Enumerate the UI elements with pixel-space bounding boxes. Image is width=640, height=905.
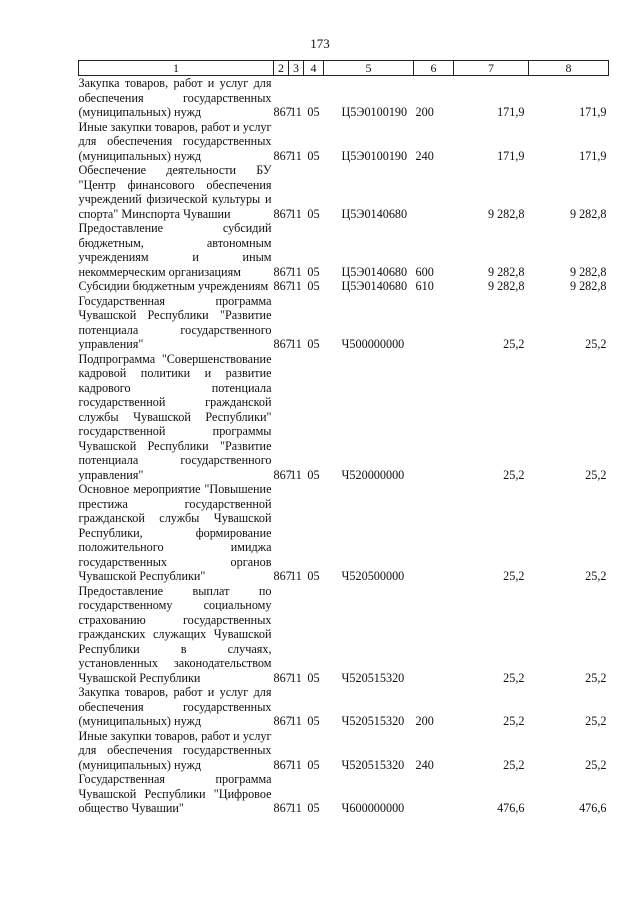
amount-year-1: 25,2 [503, 337, 525, 351]
column-number-row [79, 61, 609, 76]
table-row [79, 120, 609, 164]
code-subsection: 05 [307, 279, 320, 293]
code-expense-type [414, 772, 454, 816]
item-name: Предоставление субсидий бюджетным, автономным учреждениям и иным некоммерческим организациям [78, 221, 272, 279]
table-row [79, 279, 609, 294]
table-row [79, 584, 609, 686]
code-subsection: 05 [307, 801, 320, 815]
code-expense-type [414, 482, 454, 584]
code-ministry: 867 [273, 714, 292, 728]
code-subsection: 05 [307, 148, 320, 163]
code-expense-type: 240 [415, 148, 434, 163]
code-target-article: Ч520515320 [341, 670, 405, 685]
item-name: Обеспечение деятельности БУ "Центр финансового обеспечения учреждений физической культуры и спорта" Минспорта Чувашии [78, 163, 272, 221]
table-row [79, 221, 609, 279]
code-expense-type: 200 [415, 105, 434, 119]
code-ministry: 867 [273, 105, 292, 119]
amount-year-2: 171,9 [579, 105, 607, 119]
amount-year-1: 25,2 [503, 670, 525, 685]
code-section: 11 [290, 569, 302, 583]
column-header-7: 7 [454, 61, 529, 76]
table-row [79, 772, 609, 816]
amount-year-1: 171,9 [497, 148, 525, 163]
item-name: Предоставление выплат по государственному социальному страхованию государственных гражданских служащих Чувашской Республики в случаях, установленных законодательством Чувашской Республики [78, 583, 272, 685]
amount-year-2: 25,2 [585, 337, 607, 351]
code-target-article: Ч600000000 [341, 801, 405, 815]
column-header-6: 6 [414, 61, 454, 76]
amount-year-2: 171,9 [579, 148, 607, 163]
code-ministry: 867 [273, 569, 292, 583]
amount-year-2: 25,2 [585, 757, 607, 772]
amount-year-2: 25,2 [585, 714, 607, 728]
code-target-article: Ц5Э0140680 [341, 264, 408, 279]
code-subsection: 05 [307, 714, 320, 728]
item-name: Иные закупки товаров, работ и услуг для обеспечения государственных (муниципальных) нужд [78, 728, 272, 772]
amount-year-1: 25,2 [503, 467, 525, 482]
item-name: Государственная программа Чувашской Республики "Цифровое общество Чувашии" [78, 772, 272, 815]
amount-year-1: 171,9 [497, 105, 525, 119]
column-header-4: 4 [304, 61, 324, 76]
item-name: Закупка товаров, работ и услуг для обеспечения государственных (муниципальных) нужд [78, 76, 272, 119]
code-expense-type [414, 163, 454, 221]
code-subsection: 05 [307, 206, 320, 221]
table-row [79, 482, 609, 584]
column-header-2: 2 [274, 61, 289, 76]
code-section: 11 [290, 279, 302, 293]
table-row [79, 352, 609, 483]
code-target-article: Ч520000000 [341, 467, 405, 482]
amount-year-2: 9 282,8 [569, 264, 607, 279]
code-target-article: Ч500000000 [341, 337, 405, 351]
code-ministry: 867 [273, 206, 292, 221]
code-target-article: Ч520515320 [341, 757, 405, 772]
column-header-1: 1 [79, 61, 274, 76]
code-subsection: 05 [307, 337, 320, 351]
code-section: 11 [290, 264, 302, 279]
code-ministry: 867 [273, 757, 292, 772]
code-target-article: Ц5Э0140680 [341, 206, 408, 221]
amount-year-2: 9 282,8 [569, 206, 607, 221]
code-expense-type: 600 [415, 264, 434, 279]
amount-year-2: 476,6 [579, 801, 607, 815]
code-ministry: 867 [273, 279, 292, 293]
table-row [79, 163, 609, 221]
code-expense-type [414, 584, 454, 686]
table-row [79, 729, 609, 773]
code-ministry: 867 [273, 337, 292, 351]
amount-year-2: 25,2 [585, 467, 607, 482]
code-ministry: 867 [273, 801, 292, 815]
code-subsection: 05 [307, 105, 320, 119]
code-subsection: 05 [307, 670, 320, 685]
item-name: Подпрограмма "Совершенствование кадровой политики и развитие кадрового потенциала государственной гражданской службы Чувашской Республики" государственной программы Чувашской Республики "Развитие потенциала государственного управления" [78, 351, 272, 482]
code-expense-type: 240 [415, 757, 434, 772]
code-target-article: Ч520500000 [341, 569, 405, 583]
item-name: Иные закупки товаров, работ и услуг для обеспечения государственных (муниципальных) нужд [78, 119, 272, 163]
column-header-3: 3 [289, 61, 304, 76]
code-section: 11 [290, 714, 302, 728]
column-header-5: 5 [324, 61, 414, 76]
code-subsection: 05 [307, 569, 320, 583]
code-expense-type [414, 294, 454, 352]
amount-year-2: 25,2 [585, 569, 607, 583]
code-section: 11 [290, 148, 302, 163]
code-section: 11 [290, 337, 302, 351]
code-target-article: Ц5Э0100190 [341, 148, 408, 163]
amount-year-1: 25,2 [503, 569, 525, 583]
table-row [79, 294, 609, 352]
column-header-8: 8 [529, 61, 609, 76]
item-name: Субсидии бюджетным учреждениям [78, 279, 269, 293]
amount-year-1: 9 282,8 [487, 206, 525, 221]
amount-year-1: 9 282,8 [487, 279, 525, 293]
code-subsection: 05 [307, 757, 320, 772]
code-expense-type: 200 [415, 714, 434, 728]
budget-table [78, 60, 609, 816]
code-ministry: 867 [273, 148, 292, 163]
amount-year-1: 25,2 [503, 757, 525, 772]
amount-year-1: 25,2 [503, 714, 525, 728]
code-ministry: 867 [273, 670, 292, 685]
code-subsection: 05 [307, 264, 320, 279]
amount-year-2: 9 282,8 [569, 279, 607, 293]
code-section: 11 [290, 206, 302, 221]
code-section: 11 [290, 670, 302, 685]
code-target-article: Ц5Э0100190 [341, 105, 408, 119]
code-section: 11 [290, 467, 302, 482]
table-row [79, 76, 609, 120]
table-row [79, 685, 609, 729]
item-name: Государственная программа Чувашской Республики "Развитие потенциала государственного управления" [78, 293, 272, 351]
item-name: Закупка товаров, работ и услуг для обеспечения государственных (муниципальных) нужд [78, 685, 272, 728]
page-number: 173 [310, 36, 330, 51]
code-section: 11 [290, 757, 302, 772]
code-subsection: 05 [307, 467, 320, 482]
code-target-article: Ч520515320 [341, 714, 405, 728]
code-ministry: 867 [273, 264, 292, 279]
code-expense-type [414, 352, 454, 483]
code-section: 11 [290, 105, 302, 119]
code-ministry: 867 [273, 467, 292, 482]
amount-year-1: 9 282,8 [487, 264, 525, 279]
code-expense-type: 610 [415, 279, 434, 293]
amount-year-2: 25,2 [585, 670, 607, 685]
item-name: Основное мероприятие "Повышение престижа государственной гражданской службы Чувашской Республики, формирование положительного имиджа государственных органов Чувашской Республики" [78, 482, 272, 583]
amount-year-1: 476,6 [497, 801, 525, 815]
code-target-article: Ц5Э0140680 [341, 279, 408, 293]
code-section: 11 [290, 801, 302, 815]
